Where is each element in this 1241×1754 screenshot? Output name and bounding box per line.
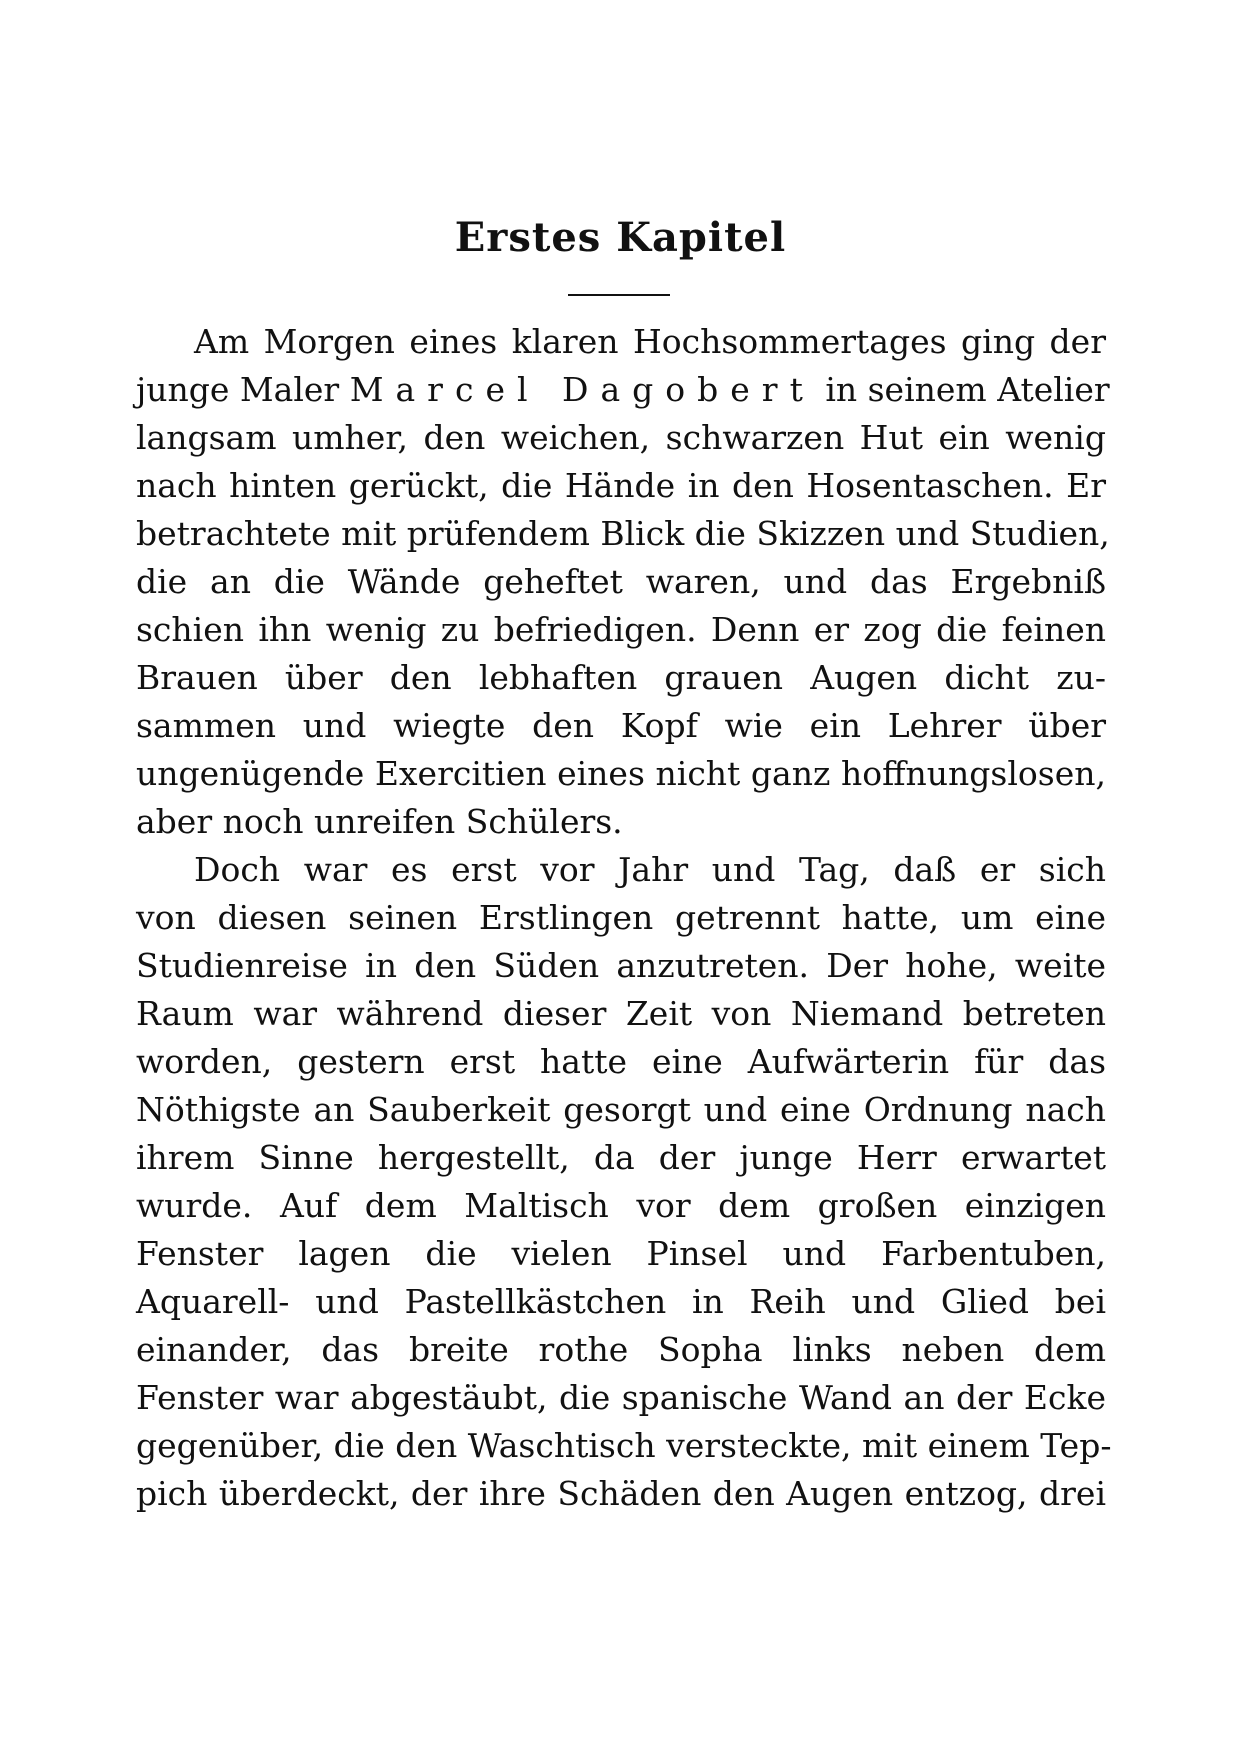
title-divider: [568, 294, 670, 296]
text-line: sammen und wiegte den Kopf wie ein Lehrer über: [136, 706, 1106, 745]
text-line: ungenügende Exercitien eines nicht ganz hoffnungslosen,: [136, 754, 1106, 793]
text-line: pich überdeckt, der ihre Schäden den Augen entzog, drei: [136, 1474, 1106, 1513]
text-line: nach hinten gerückt, die Hände in den Hosentaschen. Er: [136, 466, 1106, 505]
text-line-spaced-name: [136, 366, 1110, 414]
chapter-title: Erstes Kapitel: [454, 214, 787, 261]
text-line: Fenster lagen die vielen Pinsel und Farbentuben,: [136, 1234, 1106, 1273]
text-line: aber noch unreifen Schülers.: [136, 802, 623, 841]
text-line: wurde. Auf dem Maltisch vor dem großen einzigen: [136, 1186, 1106, 1225]
text-line: Fenster war abgestäubt, die spanische Wand an der Ecke: [136, 1378, 1106, 1417]
body-text: [136, 318, 1112, 1518]
text-line: einander, das breite rothe Sopha links neben dem: [136, 1330, 1106, 1369]
spaced-name: Marcel Dagobert: [349, 370, 815, 409]
text-line: Raum war während dieser Zeit von Niemand betreten: [136, 994, 1106, 1033]
text-line: von diesen seinen Erstlingen getrennt hatte, um eine: [136, 898, 1106, 937]
name-line-after: in seinem Atelier: [825, 370, 1110, 409]
text-line: langsam umher, den weichen, schwarzen Hut ein wenig: [136, 418, 1106, 457]
paragraph-1: [136, 318, 1110, 846]
text-line: Brauen über den lebhaften grauen Augen dicht zu-: [136, 658, 1106, 697]
text-line: die an die Wände geheftet waren, und das Ergebniß: [136, 562, 1106, 601]
text-line: ihrem Sinne hergestellt, da der junge Herr erwartet: [136, 1138, 1106, 1177]
paragraph-2: [136, 846, 1112, 1518]
text-line: schien ihn wenig zu befriedigen. Denn er zog die feinen: [136, 610, 1106, 649]
text-line: Nöthigste an Sauberkeit gesorgt und eine Ordnung nach: [136, 1090, 1106, 1129]
text-line: betrachtete mit prüfendem Blick die Skizzen und Studien,: [136, 514, 1110, 553]
name-line-before: junge Maler: [136, 370, 340, 409]
text-line: Aquarell- und Pastellkästchen in Reih und Glied bei: [136, 1282, 1106, 1321]
text-line: worden, gestern erst hatte eine Aufwärterin für das: [136, 1042, 1106, 1081]
text-line: Studienreise in den Süden anzutreten. Der hohe, weite: [136, 946, 1106, 985]
text-line: Am Morgen eines klaren Hochsommertages ging der: [194, 322, 1106, 361]
text-line: gegenüber, die den Waschtisch versteckte, mit einem Tep-: [136, 1426, 1112, 1465]
text-line: Doch war es erst vor Jahr und Tag, daß er sich: [194, 850, 1106, 889]
